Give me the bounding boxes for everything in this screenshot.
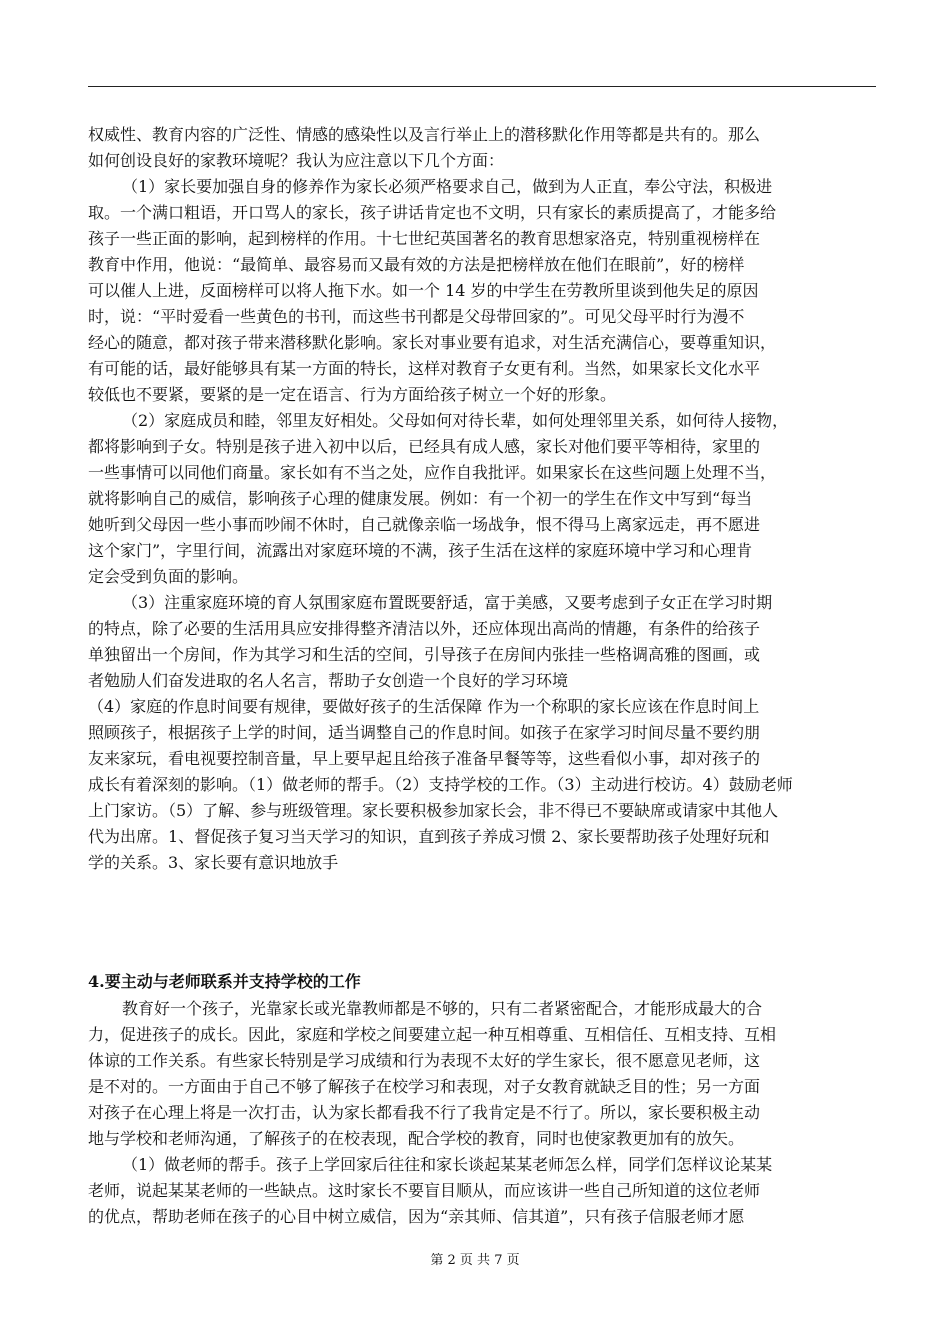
text-line: 学的关系。3、家长要有意识地放手 (88, 853, 339, 872)
text-line: 的优点，帮助老师在孩子的心目中树立威信，因为“亲其师、信其道”，只有孩子信服老师才愿 (88, 1207, 745, 1226)
text-line: 时，说：“平时爱看一些黄色的书刊，而这些书刊都是父母带回家的”。可见父母平时行为漫不 (88, 307, 745, 326)
text-line: 上门家访。（5）了解、参与班级管理。家长要积极参加家长会，非不得已不要缺席或请家中其他人 (88, 801, 779, 820)
paragraph-point-1 (88, 174, 878, 408)
text-line: 力，促进孩子的成长。因此，家庭和学校之间要建立起一种互相尊重、互相信任、互相支持、互相 (88, 1025, 777, 1044)
text-line: （3）注重家庭环境的育人氛围家庭布置既要舒适，富于美感，又要考虑到子女正在学习时期 (122, 593, 773, 612)
text-line: 可以催人上进，反面榜样可以将人拖下水。如一个 14 岁的中学生在劳教所里谈到他失足的原因 (88, 281, 759, 300)
text-line: 就将影响自己的威信，影响孩子心理的健康发展。例如：有一个初一的学生在作文中写到“每当 (88, 489, 753, 508)
paragraph-section-4-intro (88, 996, 878, 1152)
text-line: （1）家长要加强自身的修养作为家长必须严格要求自己，做到为人正直，奉公守法，积极进 (122, 177, 773, 196)
text-line: 的特点，除了必要的生活用具应安排得整齐清洁以外，还应体现出高尚的情趣，有条件的给孩子 (88, 619, 761, 638)
paragraph-point-4 (88, 694, 878, 876)
text-line: 孩子一些正面的影响，起到榜样的作用。十七世纪英国著名的教育思想家洛克，特别重视榜样在 (88, 229, 761, 248)
page-footer: 第 2 页 共 7 页 (430, 1253, 520, 1268)
text-line: 如何创设良好的家教环境呢？我认为应注意以下几个方面： (88, 151, 505, 170)
text-line: 经心的随意，都对孩子带来潜移默化影响。家长对事业要有追求，对生活充满信心，要尊重知识， (88, 333, 777, 352)
text-line: 是不对的。一方面由于自己不够了解孩子在校学习和表现，对子女教育就缺乏目的性；另一方面 (88, 1077, 761, 1096)
text-line: 一些事情可以同他们商量。家长如有不当之处，应作自我批评。如果家长在这些问题上处理不当， (88, 463, 777, 482)
section-heading: 4.要主动与老师联系并支持学校的工作 (88, 972, 361, 991)
text-line: 照顾孩子，根据孩子上学的时间，适当调整自己的作息时间。如孩子在家学习时间尽量不要约朋 (88, 723, 761, 742)
text-line: （2）家庭成员和睦，邻里友好相处。父母如何对待长辈，如何处理邻里关系，如何待人接物， (122, 411, 789, 430)
document-body (88, 122, 878, 1230)
text-line: （1）做老师的帮手。孩子上学回家后往往和家长谈起某某老师怎么样，同学们怎样议论某某 (122, 1155, 773, 1174)
text-line: 代为出席。1、督促孩子复习当天学习的知识，直到孩子养成习惯 2、家长要帮助孩子处理好玩和 (88, 827, 770, 846)
text-line: 较低也不要紧，要紧的是一定在语言、行为方面给孩子树立一个好的形象。 (88, 385, 617, 404)
text-line: 这个家门”，字里行间，流露出对家庭环境的不满，孩子生活在这样的家庭环境中学习和心理肯 (88, 541, 753, 560)
text-line: 友来家玩，看电视要控制音量，早上要早起且给孩子准备早餐等等，这些看似小事，却对孩子的 (88, 749, 761, 768)
text-line: 单独留出一个房间，作为其学习和生活的空间，引导孩子在房间内张挂一些格调高雅的图画，或 (88, 645, 761, 664)
paragraph-section-4-point-1 (88, 1152, 878, 1230)
paragraph-point-2 (88, 408, 878, 590)
text-line: 地与学校和老师沟通，了解孩子的在校表现，配合学校的教育，同时也使家教更加有的放矢。 (88, 1129, 745, 1148)
text-line: 权威性、教育内容的广泛性、情感的感染性以及言行举止上的潜移默化作用等都是共有的。那么 (88, 125, 761, 144)
text-line: 体谅的工作关系。有些家长特别是学习成绩和行为表现不太好的学生家长，很不愿意见老师，这 (88, 1051, 761, 1070)
text-line: 定会受到负面的影响。 (88, 567, 249, 586)
text-line: 教育好一个孩子，光靠家长或光靠教师都是不够的，只有二者紧密配合，才能形成最大的合 (122, 999, 763, 1018)
paragraph-intro (88, 122, 878, 174)
text-line: 教育中作用，他说：“最简单、最容易而又最有效的方法是把榜样放在他们在眼前”，好的榜样 (88, 255, 745, 274)
paragraph-point-3 (88, 590, 878, 694)
text-line: 对孩子在心理上将是一次打击，认为家长都看我不行了我肯定是不行了。所以，家长要积极主动 (88, 1103, 761, 1122)
text-line: 者勉励人们奋发进取的名人名言，帮助子女创造一个良好的学习环境 (88, 671, 569, 690)
blank-gap (88, 876, 878, 968)
header-rule (88, 86, 876, 87)
text-line: 取。一个满口粗语，开口骂人的家长，孩子讲话肯定也不文明，只有家长的素质提高了，才能多给 (88, 203, 777, 222)
text-line: 有可能的话，最好能够具有某一方面的特长，这样对教育子女更有利。当然，如果家长文化水平 (88, 359, 761, 378)
text-line: 都将影响到子女。特别是孩子进入初中以后，已经具有成人感，家长对他们要平等相待，家里的 (88, 437, 761, 456)
text-line: 老师，说起某某老师的一些缺点。这时家长不要盲目顺从，而应该讲一些自己所知道的这位老师 (88, 1181, 761, 1200)
text-line: 她听到父母因一些小事而吵闹不休时，自己就像亲临一场战争，恨不得马上离家远走，再不愿进 (88, 515, 761, 534)
text-line: 成长有着深刻的影响。（1）做老师的帮手。（2）支持学校的工作。（3）主动进行校访。4）鼓励老师 (88, 775, 793, 794)
text-line: （4）家庭的作息时间要有规律，要做好孩子的生活保障 作为一个称职的家长应该在作息时间上 (88, 697, 760, 716)
